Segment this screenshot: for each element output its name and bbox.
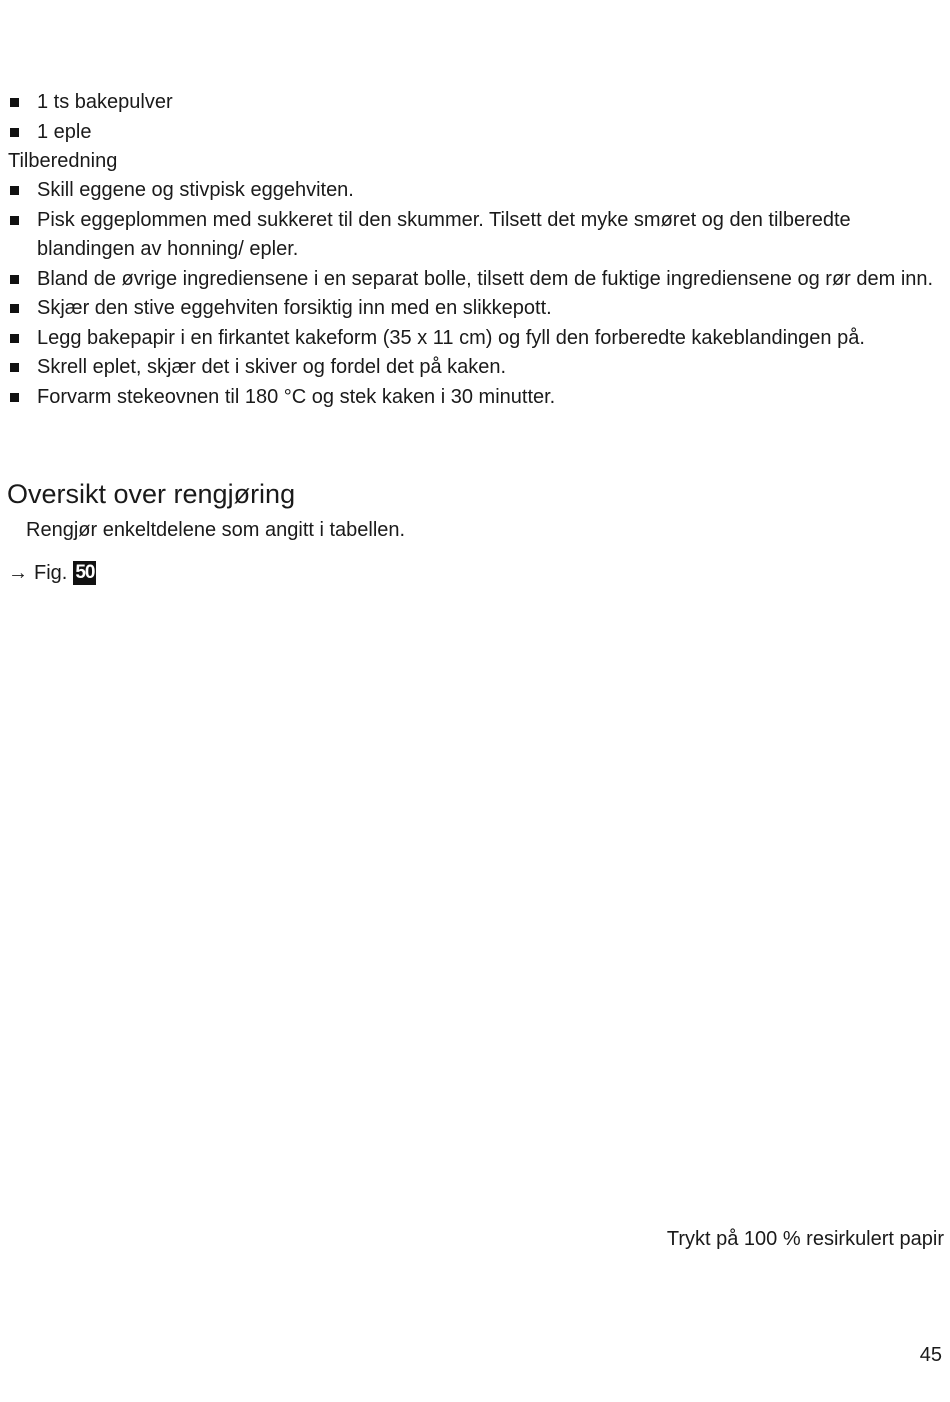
figure-label: Fig. — [34, 562, 68, 584]
step-text: Bland de øvrige ingrediensene i en separat bolle, tilsett dem de fuktige ingrediensene og rør dem inn. — [37, 267, 934, 290]
square-bullet-icon — [10, 216, 19, 225]
list-item — [8, 206, 938, 265]
recycled-paper-note: Trykt på 100 % resirkulert papir — [666, 1228, 944, 1250]
arrow-right-icon: → — [8, 562, 28, 584]
list-item — [8, 383, 938, 413]
list-item — [8, 294, 938, 324]
page-number: 45 — [919, 1344, 942, 1366]
square-bullet-icon — [10, 304, 19, 313]
list-item — [8, 265, 938, 295]
cleaning-section-title: Oversikt over rengjøring — [7, 479, 296, 509]
square-bullet-icon — [10, 128, 19, 137]
step-text: Forvarm stekeovnen til 180 °C og stek kaken i 30 minutter. — [37, 385, 556, 408]
figure-number-badge: 50 — [75, 562, 95, 583]
step-text: Skrell eplet, skjær det i skiver og fordel det på kaken. — [37, 356, 507, 378]
square-bullet-icon — [10, 275, 19, 284]
ingredient-text: 1 eple — [37, 120, 92, 143]
list-item — [8, 118, 938, 148]
square-bullet-icon — [10, 98, 19, 107]
square-bullet-icon — [10, 334, 19, 343]
list-item — [8, 324, 938, 354]
list-item — [8, 88, 938, 118]
ingredient-list — [8, 88, 938, 147]
preparation-steps — [8, 176, 938, 412]
step-text: Legg bakepapir i en firkantet kakeform (35 x 11 cm) og fyll den forberedte kakeblandingen på. — [37, 326, 865, 349]
step-text: Pisk eggeplommen med sukkeret til den skummer. Tilsett det myke smøret og den tilberedte blandingen av honning/ epler. — [37, 208, 851, 260]
cleaning-intro: Rengjør enkeltdelene som angitt i tabellen. — [26, 519, 406, 541]
step-text: Skjær den stive eggehviten forsiktig inn med en slikkepott. — [37, 297, 552, 319]
step-text: Skill eggene og stivpisk eggehviten. — [37, 179, 354, 201]
preparation-heading: Tilberedning — [8, 150, 118, 172]
square-bullet-icon — [10, 363, 19, 372]
list-item — [8, 176, 938, 206]
list-item — [8, 353, 938, 383]
figure-reference[interactable] — [8, 560, 96, 586]
ingredient-text: 1 ts bakepulver — [37, 91, 173, 113]
square-bullet-icon — [10, 393, 19, 402]
square-bullet-icon — [10, 186, 19, 195]
